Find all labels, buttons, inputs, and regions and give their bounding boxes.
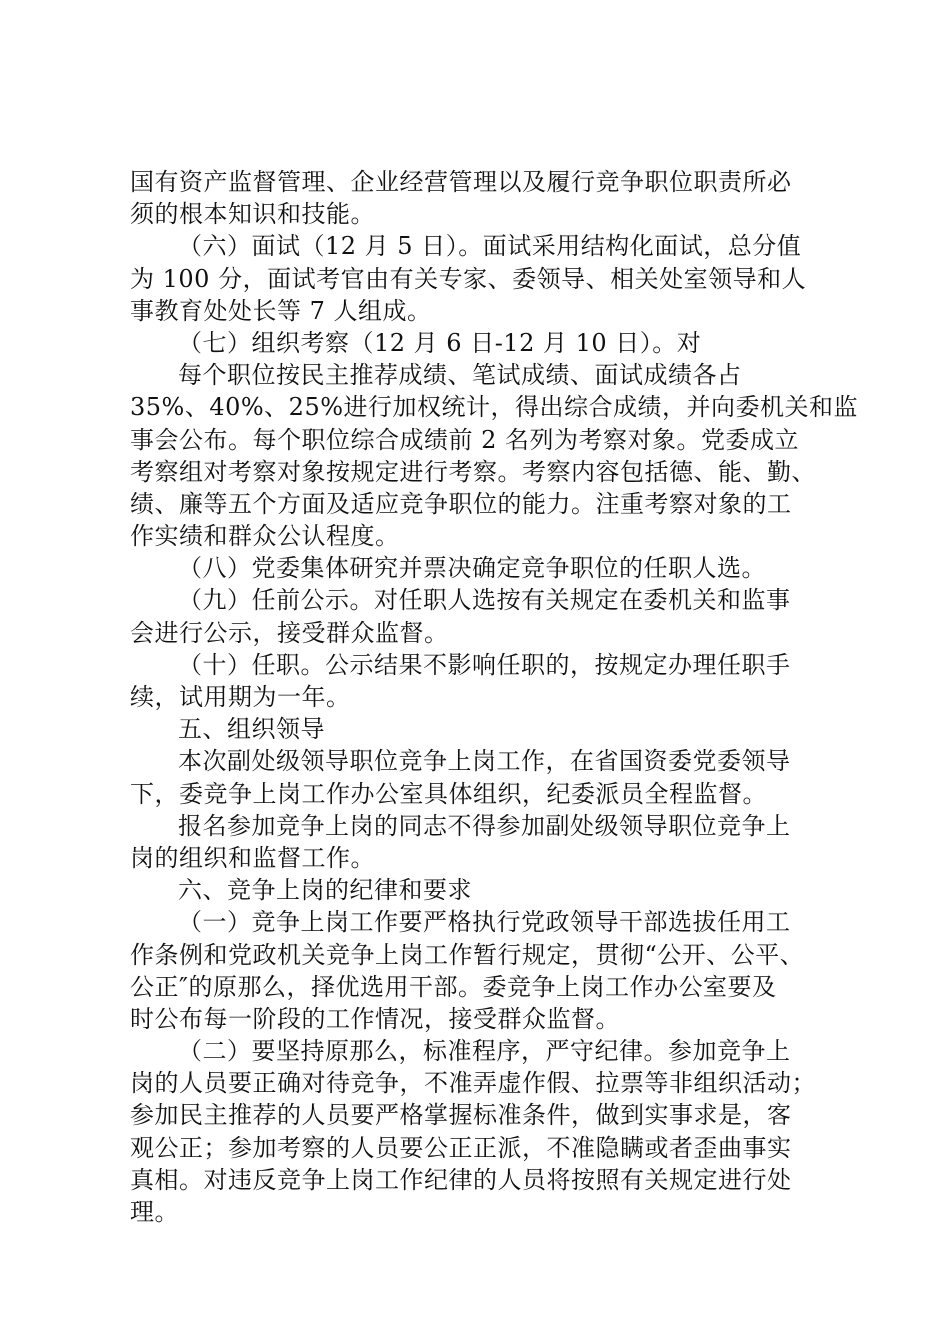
text-line: （八）党委集体研究并票决确定竞争职位的任职人选。 — [178, 554, 766, 583]
text-line: 考察组对考察对象按规定进行考察。考察内容包括德、能、勤、 — [130, 457, 816, 486]
text-line: （一）竞争上岗工作要严格执行党政领导干部选拔任用工 — [178, 908, 791, 937]
text-line: 本次副处级领导职位竞争上岗工作，在省国资委党委领导 — [178, 747, 791, 776]
text-line: 参加民主推荐的人员要严格掌握标准条件，做到实事求是，客 — [130, 1101, 792, 1130]
text-line: 绩、廉等五个方面及适应竞争职位的能力。注重考察对象的工 — [130, 489, 792, 518]
text-line: 会进行公示，接受群众监督。 — [130, 618, 449, 647]
text-line: 续，试用期为一年。 — [130, 683, 351, 711]
text-line: 报名参加竞争上岗的同志不得参加副处级领导职位竞争上 — [178, 811, 791, 840]
text-line: 下，委竞争上岗工作办公室具体组织，纪委派员全程监督。 — [130, 779, 767, 808]
text-line: 六、竞争上岗的纪律和要求 — [178, 876, 472, 905]
text-line: 35%、40%、25%进行加权统计，得出综合成绩，并向委机关和监 — [130, 393, 859, 422]
document-body — [130, 166, 859, 1228]
text-line: 为 100 分，面试考官由有关专家、委领导、相关处室领导和人 — [130, 264, 807, 293]
text-line: （六）面试（12 月 5 日）。面试采用结构化面试，总分值 — [178, 232, 802, 261]
text-line: 岗的人员要正确对待竞争，不准弄虚作假、拉票等非组织活动； — [130, 1069, 816, 1098]
text-line: 事教育处处长等 7 人组成。 — [130, 296, 432, 325]
text-line: 作实绩和群众公认程度。 — [130, 522, 400, 551]
text-line: 观公正；参加考察的人员要公正正派，不准隐瞒或者歪曲事实 — [130, 1133, 792, 1162]
text-line: 理。 — [130, 1198, 179, 1226]
text-line: 五、组织领导 — [178, 715, 325, 744]
text-line: （九）任前公示。对任职人选按有关规定在委机关和监事 — [178, 586, 791, 615]
text-line: （十）任职。公示结果不影响任职的，按规定办理任职手 — [178, 650, 791, 679]
text-line: 事会公布。每个职位综合成绩前 2 名列为考察对象。党委成立 — [130, 425, 800, 454]
text-line: 须的根本知识和技能。 — [130, 200, 375, 229]
text-line: 时公布每一阶段的工作情况，接受群众监督。 — [130, 1004, 620, 1033]
text-line: （二）要坚持原那么，标准程序，严守纪律。参加竞争上 — [178, 1037, 791, 1066]
text-line: 公正″的原那么，择优选用干部。委竞争上岗工作办公室要及 — [130, 972, 777, 1001]
text-line: 真相。对违反竞争上岗工作纪律的人员将按照有关规定进行处 — [130, 1165, 792, 1194]
text-line: 国有资产监督管理、企业经营管理以及履行竞争职位职责所必 — [130, 168, 792, 196]
text-line: 岗的组织和监督工作。 — [130, 843, 375, 872]
text-line: （七）组织考察（12 月 6 日-12 月 10 日）。对 — [178, 328, 702, 357]
text-line: 作条例和党政机关竞争上岗工作暂行规定，贯彻“公开、公平、 — [130, 940, 805, 969]
text-line: 每个职位按民主推荐成绩、笔试成绩、面试成绩各占 — [178, 361, 742, 390]
